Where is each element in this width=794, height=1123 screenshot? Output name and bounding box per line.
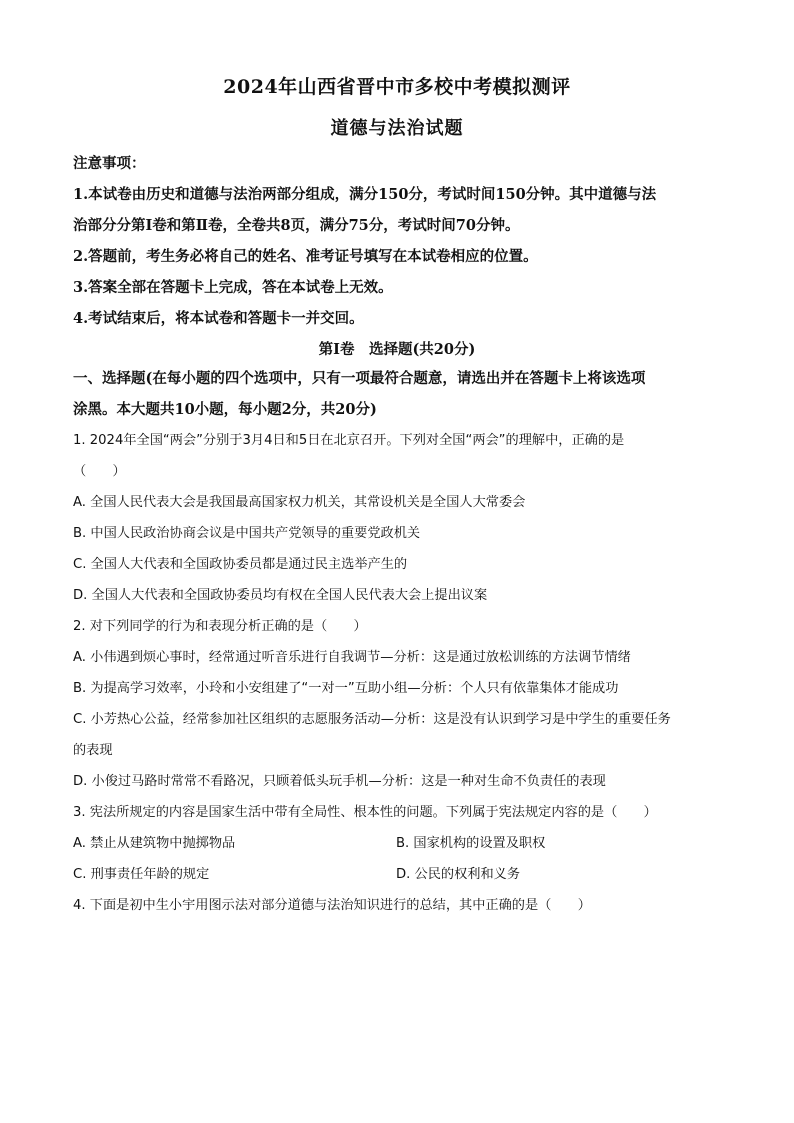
question-stem: 2. 对下列同学的行为和表现分析正确的是（ ） <box>73 619 367 634</box>
option-b: B. 为提高学习效率，小玲和小安组建了“一对一”互助小组—分析：个人只有依靠集体才能成功 <box>73 681 619 696</box>
instruction-line: 4.考试结束后，将本试卷和答题卡一并交回。 <box>73 310 364 327</box>
instruction-line: 治部分分第Ⅰ卷和第Ⅱ卷，全卷共8页，满分75分，考试时间70分钟。 <box>73 217 520 234</box>
option-d: D. 公民的权利和义务 <box>396 867 521 882</box>
instruction-line: 2.答题前，考生务必将自己的姓名、准考证号填写在本试卷相应的位置。 <box>73 248 538 265</box>
instruction-line: 1.本试卷由历史和道德与法治两部分组成，满分150分，考试时间150分钟。其中道德与法 <box>73 186 657 203</box>
part-heading-line: 一、选择题(在每小题的四个选项中，只有一项最符合题意，请选出并在答题卡上将该选项 <box>73 370 646 387</box>
part-heading-line: 涂黑。本大题共10小题，每小题2分，共20分) <box>73 401 377 418</box>
option-a: A. 全国人民代表大会是我国最高国家权力机关，其常设机关是全国人大常委会 <box>73 495 526 510</box>
option-b: B. 中国人民政治协商会议是中国共产党领导的重要党政机关 <box>73 526 421 541</box>
question-stem: 1. 2024年全国“两会”分别于3月4日和5日在北京召开。下列对全国“两会”的理解中，正确的是 <box>73 433 625 448</box>
instructions-block <box>73 148 733 334</box>
exam-subject-title: 道德与法治试题 <box>330 118 464 139</box>
option-a: A. 禁止从建筑物中抛掷物品 <box>73 836 236 851</box>
option-row <box>73 859 733 890</box>
answer-blank: （ ） <box>73 464 126 479</box>
part-heading <box>73 363 733 425</box>
exam-title: 2024年山西省晋中市多校中考模拟测评 <box>223 76 571 98</box>
option-d: D. 小俊过马路时常常不看路况，只顾着低头玩手机—分析：这是一种对生命不负责任的表现 <box>73 774 606 789</box>
option-row <box>73 828 733 859</box>
section-heading: 第Ⅰ卷 选择题(共20分) <box>318 341 476 358</box>
option-c: C. 刑事责任年龄的规定 <box>73 867 210 882</box>
question-4 <box>73 890 733 921</box>
question-list <box>73 425 733 921</box>
instructions-heading: 注意事项： <box>73 155 146 172</box>
option-c-continued: 的表现 <box>73 743 113 758</box>
option-c: C. 小芳热心公益，经常参加社区组织的志愿服务活动—分析：这是没有认识到学习是中学生的重要任务 <box>73 712 671 727</box>
option-a: A. 小伟遇到烦心事时，经常通过听音乐进行自我调节—分析：这是通过放松训练的方法调节情绪 <box>73 650 631 665</box>
option-d: D. 全国人大代表和全国政协委员均有权在全国人民代表大会上提出议案 <box>73 588 488 603</box>
question-3 <box>73 797 733 890</box>
option-c: C. 全国人大代表和全国政协委员都是通过民主选举产生的 <box>73 557 408 572</box>
question-2 <box>73 611 733 797</box>
instruction-line: 3.答案全部在答题卡上完成，答在本试卷上无效。 <box>73 279 393 296</box>
option-b: B. 国家机构的设置及职权 <box>396 836 546 851</box>
question-stem: 4. 下面是初中生小宇用图示法对部分道德与法治知识进行的总结，其中正确的是（ ） <box>73 898 591 913</box>
question-stem: 3. 宪法所规定的内容是国家生活中带有全局性、根本性的问题。下列属于宪法规定内容的是（ ） <box>73 805 657 820</box>
question-1 <box>73 425 733 611</box>
